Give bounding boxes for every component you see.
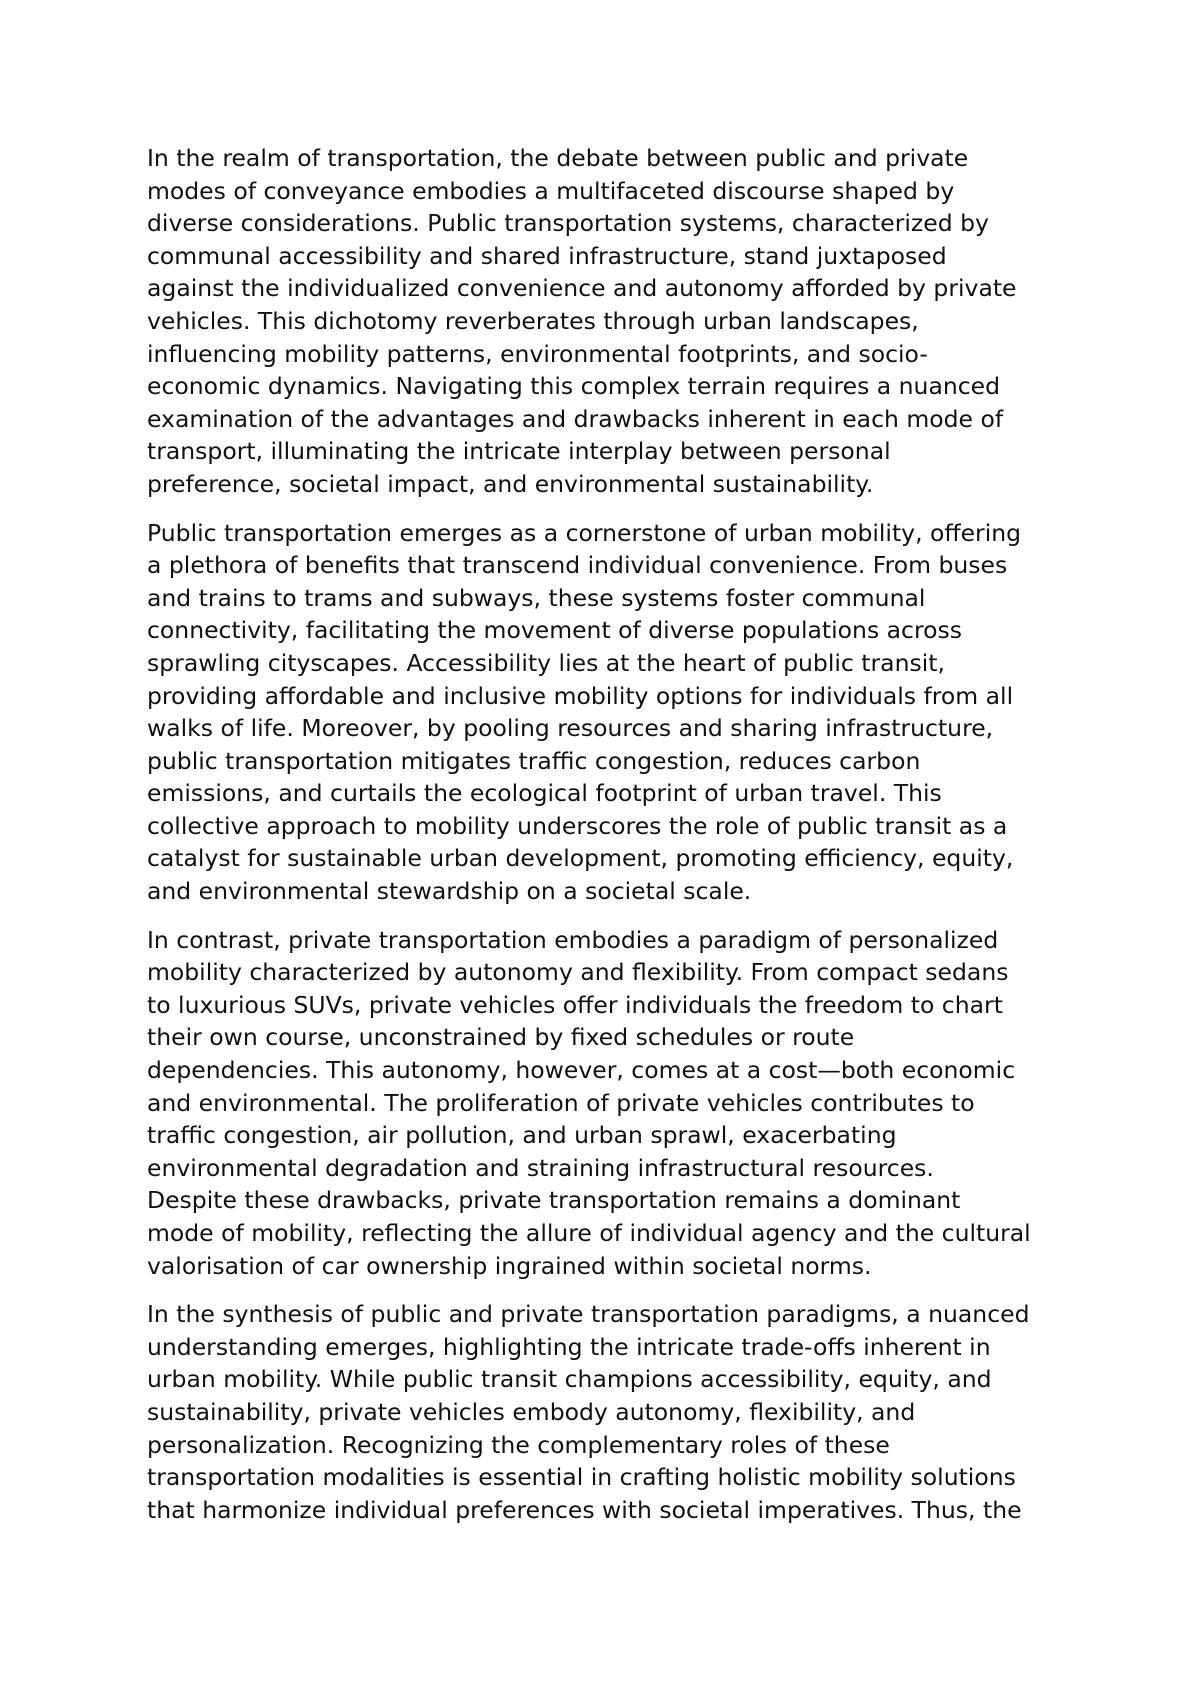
paragraph-1: In the realm of transportation, the debate between public and private modes of conveyance embodies a multifaceted discourse shaped by diverse considerations. Public transportation systems, characterized by communal accessibility and shared infrastructure, stand juxtaposed against the individualized convenience and autonomy afforded by private vehicles. This dichotomy reverberates through urban landscapes, influencing mobility patterns, environmental footprints, and socio- economic dynamics. Navigating this complex terrain requires a nuanced examination of the advantages and drawbacks inherent in each mode of transport, illuminating the intricate interplay between personal preference, societal impact, and environmental sustainability.	[147, 144, 1017, 498]
paragraph-3: In contrast, private transportation embodies a paradigm of personalized mobility characterized by autonomy and flexibility. From compact sedans to luxurious SUVs, private vehicles offer individuals the freedom to chart their own course, unconstrained by fixed schedules or route dependencies. This autonomy, however, comes at a cost—both economic and environmental. The proliferation of private vehicles contributes to traffic congestion, air pollution, and urban sprawl, exacerbating environmental degradation and straining infrastructural resources. Despite these drawbacks, private transportation remains a dominant mode of mobility, reflecting the allure of individual agency and the cultural valorisation of car ownership ingrained within societal norms.	[147, 925, 1031, 1280]
paragraph-4: In the synthesis of public and private transportation paradigms, a nuanced understanding emerges, highlighting the intricate trade-offs inherent in urban mobility. While public transit champions accessibility, equity, and sustainability, private vehicles embody autonomy, flexibility, and personalization. Recognizing the complementary roles of these transportation modalities is essential in crafting holistic mobility solutions that harmonize individual preferences with societal imperatives. Thus, the	[147, 1300, 1030, 1524]
document-body	[147, 142, 1087, 1542]
paragraph-2: Public transportation emerges as a cornerstone of urban mobility, offering a plethora of benefits that transcend individual convenience. From buses and trains to trams and subways, these systems foster communal connectivity, facilitating the movement of diverse populations across sprawling cityscapes. Accessibility lies at the heart of public transit, providing affordable and inclusive mobility options for individuals from all walks of life. Moreover, by pooling resources and sharing infrastructure, public transportation mitigates traffic congestion, reduces carbon emissions, and curtails the ecological footprint of urban travel. This collective approach to mobility underscores the role of public transit as a catalyst for sustainable urban development, promoting efficiency, equity, and environmental stewardship on a societal scale.	[147, 518, 1022, 906]
